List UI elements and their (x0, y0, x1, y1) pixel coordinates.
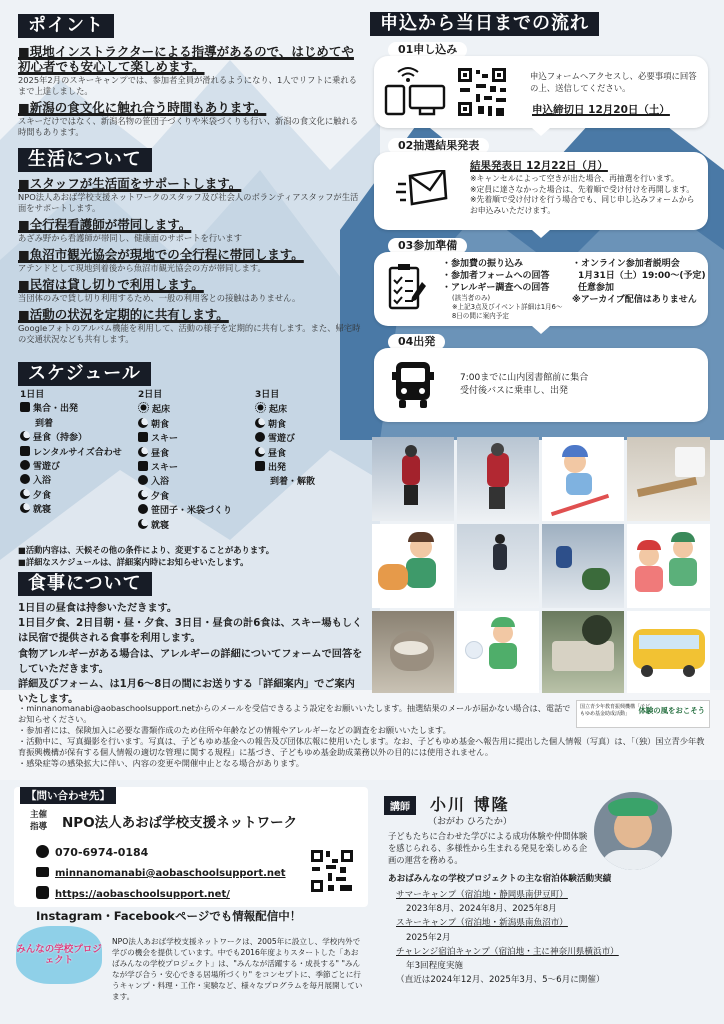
bath-icon (20, 474, 30, 484)
meal-icon (138, 418, 148, 428)
step3-card (374, 252, 708, 326)
project-logo (16, 926, 102, 984)
illustration-snowball (457, 611, 539, 693)
meal-line: 詳細及びフォーム、は1月6～8日の間にお送りする「詳細案内」でご案内いたします。 (18, 679, 355, 706)
craft-icon (138, 504, 148, 514)
life-text-4: 当団体のみで貸し切り利用するため、一般の利用客との接触はありません。 (18, 293, 301, 303)
illustration-child-cat (372, 524, 454, 608)
history-detail: 2023年8月、2024年8月、2025年8月 (406, 904, 557, 915)
contact-lines (36, 843, 286, 905)
guide-label: 指導 (30, 822, 48, 832)
illustration-skiing-child (542, 437, 624, 521)
day1-row: 入浴 (33, 476, 52, 487)
schedule-note: ■活動内容は、天候その他の条件により、変更することがあります。 (18, 545, 275, 555)
day3-row: 起床 (269, 405, 288, 416)
step3-item: ・参加費の振り込み (442, 259, 524, 269)
fund-logo (576, 700, 710, 728)
day1-row: 昼食（持参） (33, 433, 88, 444)
instructor-tag: 講師 (384, 796, 416, 815)
schedule-day3 (255, 388, 315, 490)
step2-card (374, 152, 708, 230)
instructor-desc: 子どもたちに合わせた学びによる成功体験や仲間体験を感じられる、多様性から生まれる発見を楽しめる企画の運営を務める。 (388, 831, 588, 865)
ski-icon (138, 461, 148, 471)
flow-arrow (532, 128, 550, 136)
step3-right-item: ※アーカイブ配信はありません (572, 295, 697, 305)
schedule-notes (18, 544, 274, 568)
day2-row: 起床 (152, 405, 171, 416)
life-heading-2: ■全行程看護師が帯同します。 (18, 217, 192, 232)
day1-row: 到着 (35, 418, 54, 429)
step1-tag: 01申し込み (388, 42, 467, 58)
ski-icon (138, 432, 148, 442)
life-text-2: あざみ野から看護師が帯同し、健康面のサポートを行います (18, 233, 243, 243)
photo-grid (372, 437, 710, 693)
photo-skier-3 (457, 524, 539, 608)
sleep-icon (138, 519, 148, 529)
schedule-title (18, 362, 151, 386)
footnote: ・感染症等の感染拡大に伴い、内容の変更や開催中止となる場合があります。 (18, 758, 304, 768)
step3-note: ※上記3点及びイベント詳細は1月6～8日の間に案内予定 (452, 303, 563, 320)
meal-icon (138, 447, 148, 457)
project-logo-text: みんなの学校プロジェクト (16, 944, 102, 966)
day2-row: 笹団子・米袋づくり (151, 506, 233, 517)
step3-right-item: 1月31日（土）19:00～(予定) (578, 271, 706, 281)
host-labels (30, 809, 47, 833)
devices-icon (384, 66, 448, 118)
sun-icon (138, 402, 149, 413)
step3-right-item: 任意参加 (578, 283, 615, 293)
instructor-section (384, 792, 714, 1018)
life-heading-4: ■民宿は貸し切りで利用します。 (18, 277, 204, 292)
step4-line: 7:00までに山内図書館前に集合 (460, 373, 589, 383)
step1-text: 申込フォームへアクセスし、必要事項に回答の上、送信してください。 (530, 71, 697, 93)
footnote: ・活動中に、写真撮影を行います。写真は、子どもゆめ基金への報告及び団体広報に使用いたします。なお、子どもゆめ基金へ報告用に提出した個人情報（写真）は、「（独）国立青少年教育振興機構が保有する個人情報の適切な管理に関する規程」に基づき、子どもゆめ基金助成業務以外の目的には使用されません。 (18, 736, 705, 757)
email-link: minnanomanabi@aobaschoolsupport.net (55, 868, 286, 879)
link-icon (36, 886, 49, 899)
step4-line: 受付後バスに乗車し、出発 (460, 386, 569, 396)
meal-icon (255, 447, 265, 457)
life-text-1: NPO法人あおば学校支援ネットワークのスタッフ及び社会人のボランティアスタッフが生活面をサポートします。 (18, 192, 359, 213)
point-title: ポイント (18, 14, 114, 38)
step4-tag: 04出発 (388, 334, 445, 350)
photo-skier (372, 437, 454, 521)
day2-row: 夕食 (151, 491, 170, 502)
day2-row: 昼食 (151, 448, 170, 459)
org-name: NPO法人あおば学校支援ネットワーク (62, 815, 298, 831)
step4-card (374, 348, 708, 422)
day2-row: スキー (151, 463, 179, 474)
step2-note: ※先着順で受け付けを行う場合でも、同じ申し込みフォームからお申込みいただけます。 (470, 195, 695, 215)
day3-row: 朝食 (268, 419, 287, 430)
phone-number: 070-6974-0184 (55, 846, 149, 859)
bus-icon (20, 402, 30, 412)
step2-tag: 02抽選結果発表 (388, 138, 489, 154)
flow-arrow (532, 326, 550, 334)
slogan-text: 体験の風をおこそう (638, 706, 705, 715)
meal-title: 食事について (18, 572, 152, 596)
meal-section (18, 572, 363, 707)
life-heading-1: ■スタッフが生活面をサポートします。 (18, 176, 242, 191)
day2-label: 2日目 (138, 390, 163, 400)
bus-icon (255, 461, 265, 471)
meal-icon (255, 418, 265, 428)
day1-label: 1日目 (20, 390, 45, 400)
step3-left-note (452, 294, 564, 321)
bus-icon (392, 360, 434, 410)
phone-icon (36, 845, 49, 858)
day2-row: スキー (151, 434, 179, 445)
day2-row: 入浴 (151, 477, 170, 488)
email-row[interactable] (36, 863, 286, 884)
footnote: ・minnanomanabi@aobaschoolsupport.netからのメールを受信できるよう設定をお願いいたします。抽選結果のメールが届かない場合は、電話でお知らせください。 (18, 703, 571, 724)
day3-row: 昼食 (268, 448, 287, 459)
lunch-icon (20, 431, 30, 441)
life-title: 生活について (18, 148, 152, 172)
about-text: NPO法人あおば学校支援ネットワークは、2005年に設立し、学校内外で学びの機会を提供しています。中でも2016年度よりスタートした「あおばみんなの学校プロジェクト」は、"みんなが活躍する・成長する" "みんなが学び合う・安心できる居場所づくり" をコンセプトに、季節ごとに行うキャンプ・料理・工作・実験など、様々なプログラムを毎月展開しています。 (112, 937, 363, 1001)
sleep-icon (20, 503, 30, 513)
day1-row: レンタルサイズ合わせ (33, 447, 122, 458)
history-item: サマーキャンプ（宿泊地・静岡県南伊豆町） (396, 890, 568, 900)
meal-line: 1日目夕食、2日目朝・昼・夕食、3日目・昼食の計6食は、スキー場もしくは民宿で提供される食事を利用します。 (18, 618, 363, 645)
step2-note: ※キャンセルによって空きが出た場合、再抽選を行います。 (470, 174, 679, 183)
life-section (18, 148, 363, 345)
sun-icon (255, 402, 266, 413)
instructor-photo (594, 792, 672, 870)
point-heading-1: ■現地インストラクターによる指導があるので、はじめてや初心者でも安心して楽しめます。 (18, 44, 354, 74)
point-heading-2: ■新潟の食文化に触れ合う時間もあります。 (18, 100, 267, 115)
day2-row: 就寝 (151, 520, 170, 531)
schedule-note: ■詳細なスケジュールは、詳細案内時にお知らせいたします。 (18, 557, 249, 567)
step3-item: ・アレルギー調査への回答 (442, 283, 550, 293)
fund-logo-text: 国立青少年教育振興機構「子どもゆめ基金助成活動」 (580, 704, 651, 717)
step3-tag: 03参加準備 (388, 238, 467, 254)
flow-title-text: 申込から当日までの流れ (370, 12, 599, 36)
mail-icon (396, 170, 448, 210)
step3-left (442, 258, 550, 294)
history-item: チャレンジ宿泊キャンプ（宿泊地・主に神奈川県横浜市） (396, 946, 619, 957)
url-row[interactable] (36, 884, 286, 905)
footnote: ・参加者には、保険加入に必要な書類作成のため住所や年齢などの情報やアレルギーなどの調査をお願いいたします。 (18, 725, 451, 735)
life-heading-3: ■魚沼市観光協会が現地での全行程に帯同します。 (18, 247, 304, 262)
step2-date: 結果発表日 12月22日（月） (470, 160, 608, 172)
step3-right-item: ・オンライン参加者説明会 (572, 259, 680, 269)
point-section (18, 14, 363, 138)
history-detail: 2025年2月 (406, 932, 451, 943)
schedule-day1 (20, 388, 122, 518)
flow-arrow (532, 230, 550, 238)
day2-row: 朝食 (151, 419, 170, 430)
instructor-kana: （おがわ ひろたか） (428, 817, 512, 827)
point-text-2: スキーだけではなく、新潟名物の笹団子づくりや米袋づくりも行い、新潟の食文化に触れる時間もあります。 (18, 116, 359, 137)
checklist-icon (388, 262, 428, 312)
instructor-history (396, 888, 706, 987)
life-text-5: Googleフォトのアルバム機能を利用して、活動の様子を定期的に共有します。また、帰宅時の交通状況なども共有します。 (18, 323, 361, 344)
day3-row: 出発 (268, 463, 287, 474)
contact-header: 【問い合わせ先】 (20, 787, 116, 804)
history-item: スキーキャンプ（宿泊地・新潟県南魚沼市） (396, 918, 568, 929)
meal-line: 1日目の昼食は持参いただきます。 (18, 603, 178, 614)
step2-note: ※定員に達さなかった場合は、先着順で受け付けを再開します。 (470, 184, 695, 194)
day3-label: 3日目 (255, 390, 280, 400)
flow-title (370, 12, 599, 36)
sns-text: Instagram・Facebookページでも情報配信中！ (36, 909, 302, 923)
instructor-subtitle: あおばみんなの学校プロジェクトの主な宿泊体験活動実績 (388, 874, 612, 884)
phone-row[interactable] (36, 843, 286, 863)
dinner-icon (20, 489, 30, 499)
photo-cat (372, 611, 454, 693)
ski-icon (20, 446, 30, 456)
schedule-title-text: スケジュール (18, 362, 151, 386)
photo-snow-play (542, 524, 624, 608)
step1-deadline: 申込締切日 12月20日（土） (532, 104, 670, 116)
snow-icon (255, 432, 265, 442)
day1-row: 雪遊び (33, 462, 61, 473)
point-text-1: 2025年2月のスキーキャンプでは、参加者全員が滑れるようになり、1人でリフトに乗れるまで上達しました。 (18, 75, 357, 96)
schedule-day2 (138, 388, 232, 533)
photo-cooking (542, 611, 624, 693)
snow-icon (20, 460, 30, 470)
illustration-children-winter (627, 524, 710, 608)
history-detail: 年3回程度実施 (406, 961, 464, 972)
step1-card (374, 56, 708, 128)
meal-icon (138, 490, 148, 500)
step3-right (572, 258, 706, 306)
website-link: https://aobaschoolsupport.net/ (55, 889, 230, 900)
history-last: （直近は2024年12月、2025年3月、5～6月に開催） (396, 975, 605, 986)
step4-text (460, 372, 588, 398)
bath-icon (138, 475, 148, 485)
instructor-name: 小川 博隆 (430, 795, 510, 814)
step3-item: ・参加者フォームへの回答 (442, 271, 550, 281)
contact-box (14, 787, 368, 907)
qr-code-icon (310, 849, 354, 893)
meal-line: 食物アレルギーがある場合は、アレルギーの詳細についてフォームで回答をしていただきます。 (18, 648, 363, 675)
qr-code-icon (456, 66, 508, 118)
photo-skier-2 (457, 437, 539, 521)
step3-note: (該当者のみ) (452, 294, 491, 302)
day1-row: 就寝 (33, 505, 52, 516)
day1-row: 夕食 (33, 490, 52, 501)
mail-icon (36, 867, 49, 877)
photo-craft (627, 437, 710, 521)
step2-notes (470, 174, 702, 216)
illustration-school-bus (627, 611, 710, 693)
day1-row: 集合・出発 (33, 404, 79, 415)
host-label: 主催 (30, 810, 48, 820)
life-text-3: アテンドとして現地到着後から魚沼市観光協会の方が帯同します。 (18, 263, 266, 273)
day3-row: 雪遊び (268, 434, 296, 445)
day3-row: 到着・解散 (270, 477, 316, 488)
life-heading-5: ■活動の状況を定期的に共有します。 (18, 307, 229, 322)
